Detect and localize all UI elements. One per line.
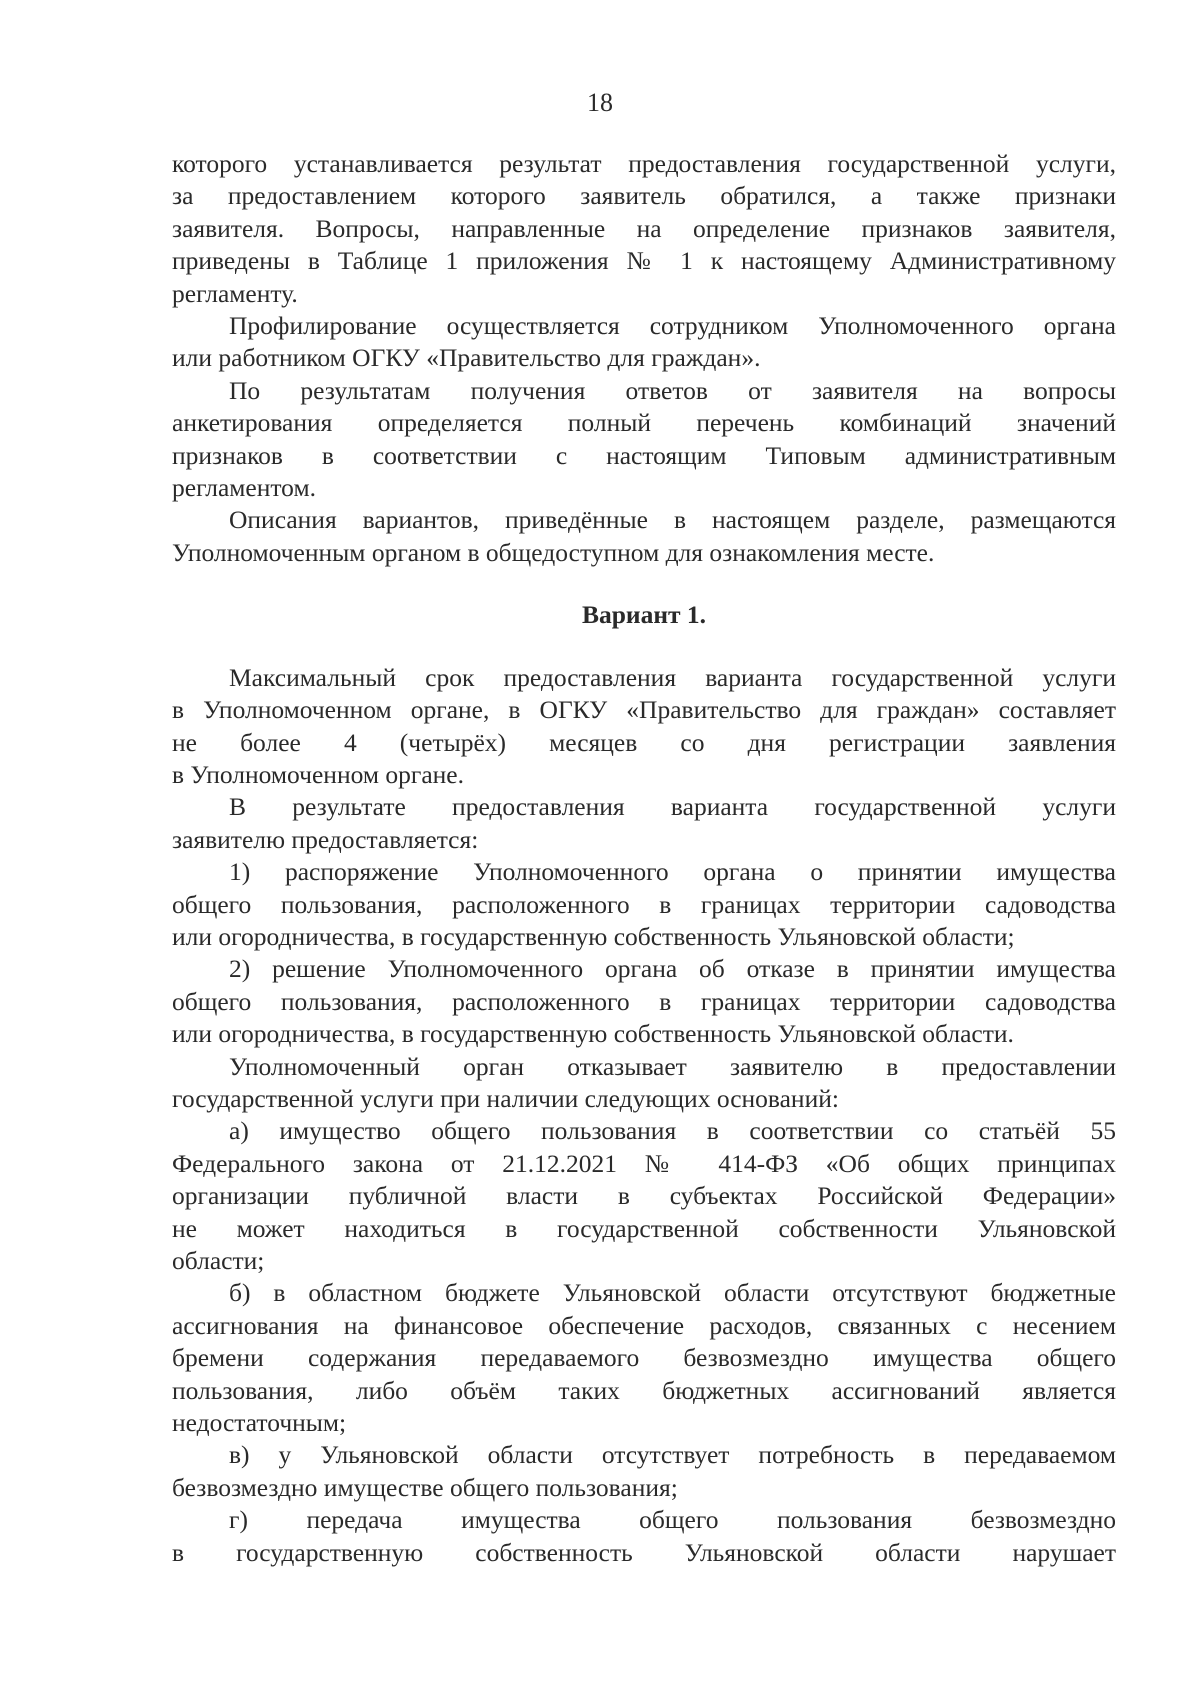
paragraph-max-term — [172, 662, 1116, 792]
text-line: за предоставлением которого заявитель обратился, а также признаки — [172, 181, 1116, 211]
paragraph-profiling — [172, 310, 1116, 375]
text-line: не может находиться в государственной собственности Ульяновской — [172, 1213, 1116, 1243]
text-line: не более 4 (четырёх) месяцев со дня регистрации заявления — [172, 727, 1116, 757]
list-item-2 — [172, 953, 1116, 1050]
text-line: бремени содержания передаваемого безвозмездно имущества общего — [172, 1343, 1116, 1373]
list-item-a — [172, 1115, 1116, 1277]
list-item-v — [172, 1439, 1116, 1504]
text-line: г) передача имущества общего пользования безвозмездно — [229, 1505, 1116, 1535]
text-line: или огородничества, в государственную собственность Ульяновской области. — [172, 1019, 1014, 1049]
text-line: в) у Ульяновской области отсутствует потребность в передаваемом — [229, 1440, 1116, 1470]
text-line: регламентом. — [172, 473, 316, 503]
document-body — [172, 148, 1116, 1569]
text-line: признаков в соответствии с настоящим Типовым административным — [172, 440, 1116, 470]
text-line: Профилирование осуществляется сотрудником Уполномоченного органа — [229, 311, 1116, 341]
text-line: Уполномоченным органом в общедоступном для ознакомления месте. — [172, 537, 935, 567]
paragraph-refusal — [172, 1051, 1116, 1116]
list-item-b — [172, 1277, 1116, 1439]
text-line: а) имущество общего пользования в соответствии со статьёй 55 — [229, 1116, 1116, 1146]
text-line: По результатам получения ответов от заявителя на вопросы — [229, 375, 1116, 405]
text-line: анкетирования определяется полный перечень комбинаций значений — [172, 408, 1116, 438]
text-line: в Уполномоченном органе, в ОГКУ «Правительство для граждан» составляет — [172, 695, 1116, 725]
text-line: заявителя. Вопросы, направленные на определение признаков заявителя, — [172, 213, 1116, 243]
text-line: общего пользования, расположенного в границах территории садоводства — [172, 889, 1116, 919]
paragraph-survey-results — [172, 375, 1116, 505]
paragraph-continuation — [172, 148, 1116, 310]
text-line: или огородничества, в государственную собственность Ульяновской области; — [172, 921, 1015, 951]
text-line: области; — [172, 1246, 265, 1275]
text-line: недостаточным; — [172, 1408, 347, 1438]
text-line: Максимальный срок предоставления варианта государственной услуги — [229, 662, 1116, 692]
paragraph-variant-descriptions — [172, 504, 1116, 569]
text-line: 1) распоряжение Уполномоченного органа о принятии имущества — [229, 857, 1116, 887]
text-line: в государственную собственность Ульяновской области нарушает — [172, 1537, 1116, 1567]
text-line: организации публичной власти в субъектах Российской Федерации» — [172, 1181, 1116, 1211]
text-line: общего пользования, расположенного в границах территории садоводства — [172, 986, 1116, 1016]
text-line: безвозмездно имуществе общего пользования; — [172, 1472, 678, 1502]
section-heading: Вариант 1. — [581, 600, 707, 630]
text-line: Описания вариантов, приведённые в настоящем разделе, размещаются — [229, 505, 1116, 535]
text-line: 2) решение Уполномоченного органа об отказе в принятии имущества — [229, 954, 1116, 984]
text-line: в Уполномоченном органе. — [172, 759, 464, 789]
text-line: пользования, либо объём таких бюджетных ассигнований является — [172, 1375, 1116, 1405]
text-line: В результате предоставления варианта государственной услуги — [229, 792, 1116, 822]
text-line: приведены в Таблице 1 приложения № 1 к настоящему Административному — [172, 246, 1116, 276]
text-line: заявителю предоставляется: — [172, 824, 479, 854]
page-number: 18 — [587, 88, 613, 117]
text-line: Уполномоченный орган отказывает заявителю в предоставлении — [229, 1051, 1116, 1081]
text-line: которого устанавливается результат предоставления государственной услуги, — [172, 149, 1116, 178]
text-line: или работником ОГКУ «Правительство для граждан». — [172, 343, 761, 373]
text-line: ассигнования на финансовое обеспечение расходов, связанных с несением — [172, 1310, 1116, 1340]
text-line: б) в областном бюджете Ульяновской области отсутствуют бюджетные — [229, 1278, 1116, 1308]
list-item-g — [172, 1504, 1116, 1569]
text-line: Федерального закона от 21.12.2021 № 414-ФЗ «Об общих принципах — [172, 1148, 1116, 1178]
text-line: государственной услуги при наличии следующих оснований: — [172, 1083, 839, 1113]
list-item-1 — [172, 856, 1116, 953]
text-line: регламенту. — [172, 278, 298, 308]
paragraph-result — [172, 791, 1116, 856]
